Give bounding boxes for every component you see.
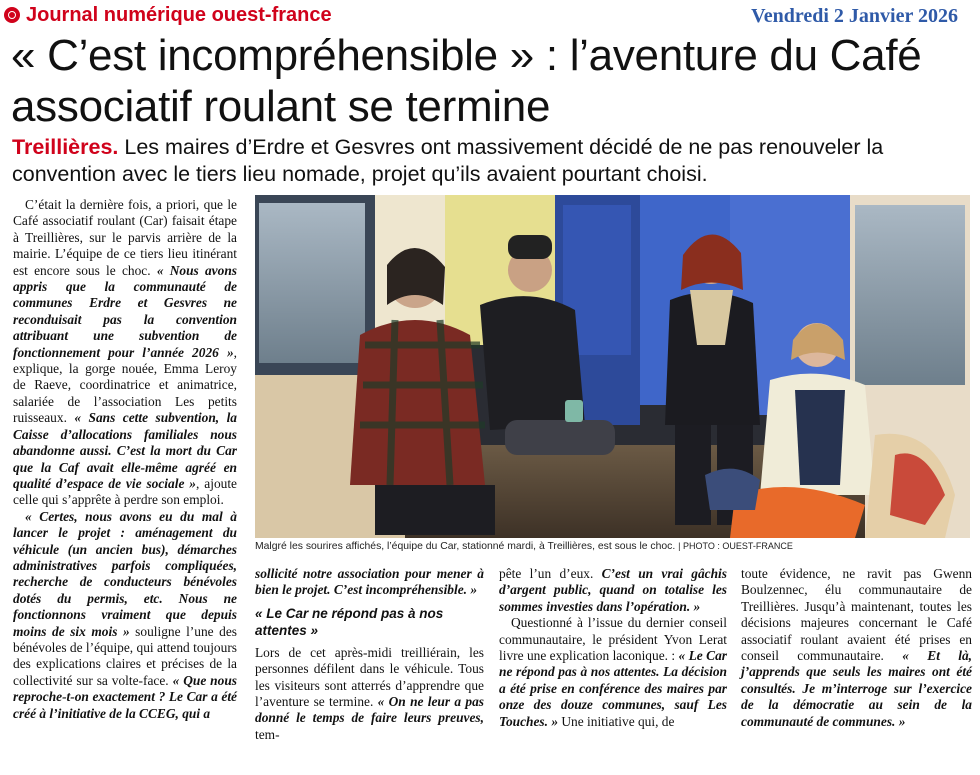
col1-text: souligne l’une des bénévoles de l’équipe, qui attend toujours des explications claires et précises de la collectivité sur sa volte-face.	[13, 623, 237, 688]
article-column-2	[255, 566, 484, 743]
article-column-3	[499, 566, 727, 730]
col2-quote: sollicité notre association pour mener à bien le projet. C’est incompréhensible. »	[255, 566, 484, 598]
publication-date: Vendredi 2 Janvier 2026	[751, 5, 958, 27]
col1-text: , ajoute celle qui s’apprête à perdre son emploi.	[13, 475, 238, 508]
col4-text: toute évidence, ne ravit pas Gwenn Boulzennec, élu communautaire de Treillières. Jusqu’à maintenant, toutes les décisions majeures concernant le Café associatif roulant avaient été prises en conseil communautaire.	[741, 566, 972, 664]
col2-text: tem-	[255, 726, 280, 742]
caption-text: Malgré les sourires affichés, l’équipe du Car, stationné mardi, à Treillières, est sous le choc.	[255, 541, 676, 552]
col2-paragraph-1	[255, 566, 484, 599]
standfirst-text: Les maires d’Erdre et Gesvres ont massivement décidé de ne pas renouveler la convention avec le tiers lieu nomade, projet qu’ils avaient pourtant choisi.	[12, 135, 884, 186]
masthead	[4, 3, 332, 27]
article-headline: « C’est incompréhensible » : l’aventure du Café associatif roulant se termine	[11, 31, 922, 131]
col3-text: pête l’un d’eux.	[499, 566, 602, 581]
col1-quote: « Sans cette subvention, la Caisse d’allocations familiales nous abandonne aussi. C’est la mort du Car que la Caf avait elle-même agréé en qualité d’espace de vie sociale »	[13, 410, 237, 491]
col3-text: Une initiative qui, de	[558, 713, 675, 729]
col1-quote: « Nous avons appris que la communauté de communes Erdre et Gesvres ne reconduisait pas la convention attribuant une subvention de fonctionnement pour l’année 2026 »	[13, 262, 237, 360]
article-photo	[255, 195, 970, 538]
col1-text: C’était la dernière fois, a priori, que le Café associatif roulant (Car) faisait étape à Treillières, sur le parvis arrière de la mairie. L’équipe de ce tiers lieu itinérant est encore sous le choc.	[13, 197, 237, 278]
article-column-4	[741, 566, 972, 730]
col4-paragraph-1	[741, 566, 972, 730]
col3-quote: « Le Car ne répond pas à nos attentes. La décision a été prise en conférence des maires par onze des douze communes, sauf Les Touches. »	[499, 648, 727, 729]
col1-paragraph-1	[13, 197, 237, 509]
col1-text: , explique, la gorge nouée, Emma Leroy de Raeve, coordinatrice et animatrice, salariée de l’association Les petits ruisseaux.	[13, 344, 237, 426]
col2-quote: « On ne leur a pas donné le temps de faire leurs preuves,	[255, 694, 485, 726]
article-subheading: « Le Car ne répond pas à nos attentes »	[255, 605, 444, 638]
photo-credit: PHOTO : OUEST-FRANCE	[683, 541, 793, 551]
col3-paragraph-2	[499, 615, 727, 730]
bus-interior-photo-illustration	[255, 195, 970, 538]
col2-text: Lors de cet après-midi treilliérain, les personnes défilent dans le véhicule. Tous les visiteurs sont atterrés d’apprendre que l’aventure se termine.	[255, 644, 484, 710]
col1-quote: « Que nous reproche-t-on exactement ? Le Car a été créé à l’initiative de la CCEG, qui a	[13, 672, 237, 721]
standfirst-city: Treillières.	[12, 135, 119, 159]
col2-paragraph-2	[255, 645, 484, 743]
col1-quote: « Certes, nous avons eu du mal à lancer le projet : aménagement du véhicule (un ancien bus), démarches administratives parfois compliquées, recherche de conducteurs bénévoles dotés du permis, etc. Nous ne fonctionnons vraiment que depuis moins de six mois »	[13, 508, 237, 639]
col3-paragraph-1	[499, 566, 727, 615]
col1-paragraph-2	[13, 509, 237, 722]
ouest-france-logo-icon	[4, 7, 20, 23]
col3-quote: C’est un vrai gâchis d’argent public, quand on totalise les sommes investies dans l’opération. »	[499, 566, 727, 614]
journal-name: Journal numérique ouest-france	[26, 3, 332, 26]
col4-quote: « Et là, j’apprends que seuls les maires ont été consultés. Je m’interroge sur l’exercice de la démocratie au sein de la communauté de communes. »	[741, 648, 973, 729]
article-column-1	[13, 197, 237, 722]
photo-caption: Malgré les sourires affichés, l’équipe du Car, stationné mardi, à Treillières, est sous le choc. | PHOTO : OUEST-FRANCE	[255, 541, 793, 552]
col3-text: Questionné à l’issue du dernier conseil communautaire, le président Yvon Lerat livre une explication laconique. :	[499, 615, 727, 664]
article-standfirst	[12, 134, 972, 188]
